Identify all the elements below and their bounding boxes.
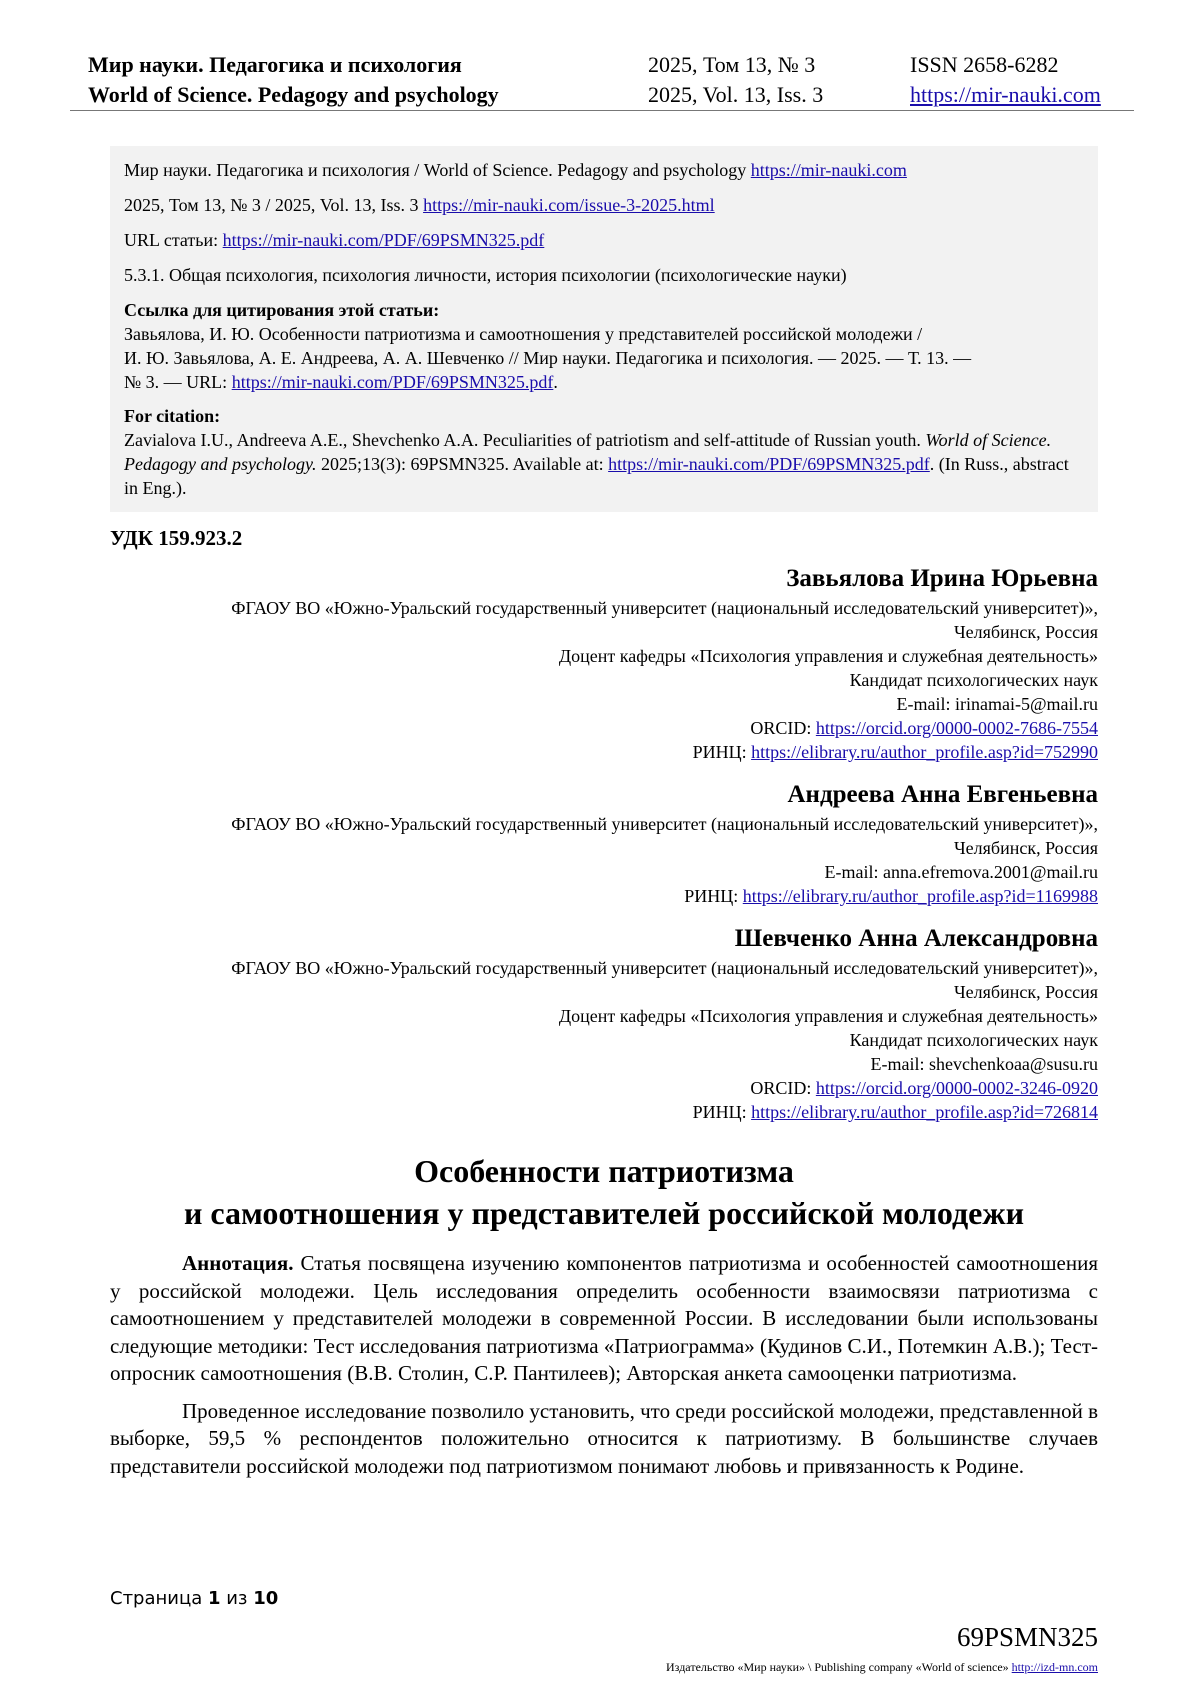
author-position: Доцент кафедры «Психология управления и служебная деятельность» <box>558 1006 1098 1026</box>
author-city: Челябинск, Россия <box>953 838 1098 858</box>
author-email: E-mail: irinamai-5@mail.ru <box>896 694 1098 714</box>
page-counter: Страница 1 из 10 <box>110 1588 279 1609</box>
author-block <box>110 562 1098 764</box>
issn: ISSN 2658-6282 <box>910 52 1059 77</box>
info-journal-line: Мир науки. Педагогика и психология / World of Science. Pedagogy and psychology https://mir-nauki.com <box>124 160 907 180</box>
author-block <box>110 922 1098 1124</box>
rinc-link[interactable]: https://elibrary.ru/author_profile.asp?id=752990 <box>751 742 1098 762</box>
article-title <box>110 1150 1098 1234</box>
info-specialty-line: 5.3.1. Общая психология, психология личности, история психологии (психологические науки) <box>124 265 847 285</box>
author-city: Челябинск, Россия <box>953 982 1098 1002</box>
author-email: E-mail: anna.efremova.2001@mail.ru <box>824 862 1098 882</box>
author-name: Завьялова Ирина Юрьевна <box>786 565 1098 592</box>
author-block <box>110 778 1098 908</box>
abstract-paragraph-2: Проведенное исследование позволило установить, что среди российской молодежи, представленной в выборке, 59,5 % респондентов положительно относится к патриотизму. В большинстве случаев представители российской молодежи под патриотизмом понимают любовь и привязанность к Родине. <box>110 1398 1098 1478</box>
citation-info-box <box>110 146 1098 512</box>
abstract-label: Аннотация. <box>182 1251 294 1275</box>
author-rinc: РИНЦ: https://elibrary.ru/author_profile.asp?id=726814 <box>692 1102 1098 1122</box>
citation-ru: Ссылка для цитирования этой статьи: Завьялова, И. Ю. Особенности патриотизма и самоотношения у представителей российской молодежи / И. Ю. Завьялова, А. Е. Андреева, А. А. Шевченко // Мир науки. Педагогика и психология. — 2025. — Т. 13. — № 3. — URL: https://mir-nauki.com/PDF/69PSMN325.pdf. <box>124 300 972 392</box>
issue-en: 2025, Vol. 13, Iss. 3 <box>648 82 824 107</box>
article-code: 69PSMN325 <box>956 1622 1098 1652</box>
journal-site-link[interactable]: https://mir-nauki.com <box>910 82 1101 107</box>
citation-en-link[interactable]: https://mir-nauki.com/PDF/69PSMN325.pdf <box>608 454 930 474</box>
author-list <box>110 562 1098 1138</box>
rinc-link[interactable]: https://elibrary.ru/author_profile.asp?id=1169988 <box>742 886 1098 906</box>
author-name: Шевченко Анна Александровна <box>734 925 1098 952</box>
author-name: Андреева Анна Евгеньевна <box>787 781 1098 808</box>
article-title-line2: и самоотношения у представителей российской молодежи <box>183 1195 1025 1231</box>
author-affiliation: ФГАОУ ВО «Южно-Уральский государственный университет (национальный исследовательский университет)», <box>231 598 1098 618</box>
info-issue-line: 2025, Том 13, № 3 / 2025, Vol. 13, Iss. 3 https://mir-nauki.com/issue-3-2025.html <box>124 195 715 215</box>
running-header <box>88 50 1134 110</box>
publisher-line: Издательство «Мир науки» \ Publishing company «World of science» http://izd-mn.com <box>666 1660 1098 1674</box>
orcid-link[interactable]: https://orcid.org/0000-0002-3246-0920 <box>815 1078 1098 1098</box>
author-degree: Кандидат психологических наук <box>849 670 1098 690</box>
journal-title-ru: Мир науки. Педагогика и психология <box>88 52 462 77</box>
citation-ru-link[interactable]: https://mir-nauki.com/PDF/69PSMN325.pdf <box>231 372 554 392</box>
info-issue-link[interactable]: https://mir-nauki.com/issue-3-2025.html <box>423 195 715 215</box>
author-degree: Кандидат психологических наук <box>849 1030 1098 1050</box>
author-rinc: РИНЦ: https://elibrary.ru/author_profile.asp?id=1169988 <box>684 886 1098 906</box>
journal-title-en: World of Science. Pedagogy and psychology <box>88 82 499 107</box>
author-affiliation: ФГАОУ ВО «Южно-Уральский государственный университет (национальный исследовательский университет)», <box>231 814 1098 834</box>
publisher-link[interactable]: http://izd-mn.com <box>1011 1660 1098 1674</box>
citation-en: For citation: Zavialova I.U., Andreeva A.E., Shevchenko A.A. Peculiarities of patriotism and self-attitude of Russian youth. World of Science. Pedagogy and psychology. 2025;13(3): 69PSMN325. Available at: https://mir-nauki.com/PDF/69PSMN325.pdf. (In Russ., abstract in Eng.). <box>124 406 1069 498</box>
info-url-line: URL статьи: https://mir-nauki.com/PDF/69PSMN325.pdf <box>124 230 545 250</box>
issue-ru: 2025, Том 13, № 3 <box>648 52 816 77</box>
info-journal-link[interactable]: https://mir-nauki.com <box>750 160 907 180</box>
author-orcid: ORCID: https://orcid.org/0000-0002-7686-7554 <box>750 718 1098 738</box>
citation-ru-label: Ссылка для цитирования этой статьи: <box>124 300 440 320</box>
author-affiliation: ФГАОУ ВО «Южно-Уральский государственный университет (национальный исследовательский университет)», <box>231 958 1098 978</box>
author-rinc: РИНЦ: https://elibrary.ru/author_profile.asp?id=752990 <box>692 742 1098 762</box>
info-article-link[interactable]: https://mir-nauki.com/PDF/69PSMN325.pdf <box>222 230 545 250</box>
author-email: E-mail: shevchenkoaa@susu.ru <box>870 1054 1098 1074</box>
citation-en-label: For citation: <box>124 406 221 426</box>
article-title-line1: Особенности патриотизма <box>414 1153 794 1189</box>
header-divider <box>70 110 1134 111</box>
author-city: Челябинск, Россия <box>953 622 1098 642</box>
orcid-link[interactable]: https://orcid.org/0000-0002-7686-7554 <box>815 718 1098 738</box>
author-position: Доцент кафедры «Психология управления и служебная деятельность» <box>558 646 1098 666</box>
udk-code: УДК 159.923.2 <box>110 526 243 550</box>
author-orcid: ORCID: https://orcid.org/0000-0002-3246-0920 <box>750 1078 1098 1098</box>
abstract-paragraph-1: Аннотация. Статья посвящена изучению компонентов патриотизма и особенностей самоотношения у российской молодежи. Цель исследования определить особенности взаимосвязи патриотизма с самоотношением у представителей молодежи в современной России. В исследовании были использованы следующие методики: Тест исследования патриотизма «Патриограмма» (Кудинов С.И., Потемкин А.В.); Тест-опросник самоотношения (В.В. Столин, С.Р. Пантилеев); Авторская анкета самооценки патриотизма. <box>110 1251 1098 1385</box>
abstract <box>110 1250 1098 1490</box>
rinc-link[interactable]: https://elibrary.ru/author_profile.asp?id=726814 <box>751 1102 1098 1122</box>
